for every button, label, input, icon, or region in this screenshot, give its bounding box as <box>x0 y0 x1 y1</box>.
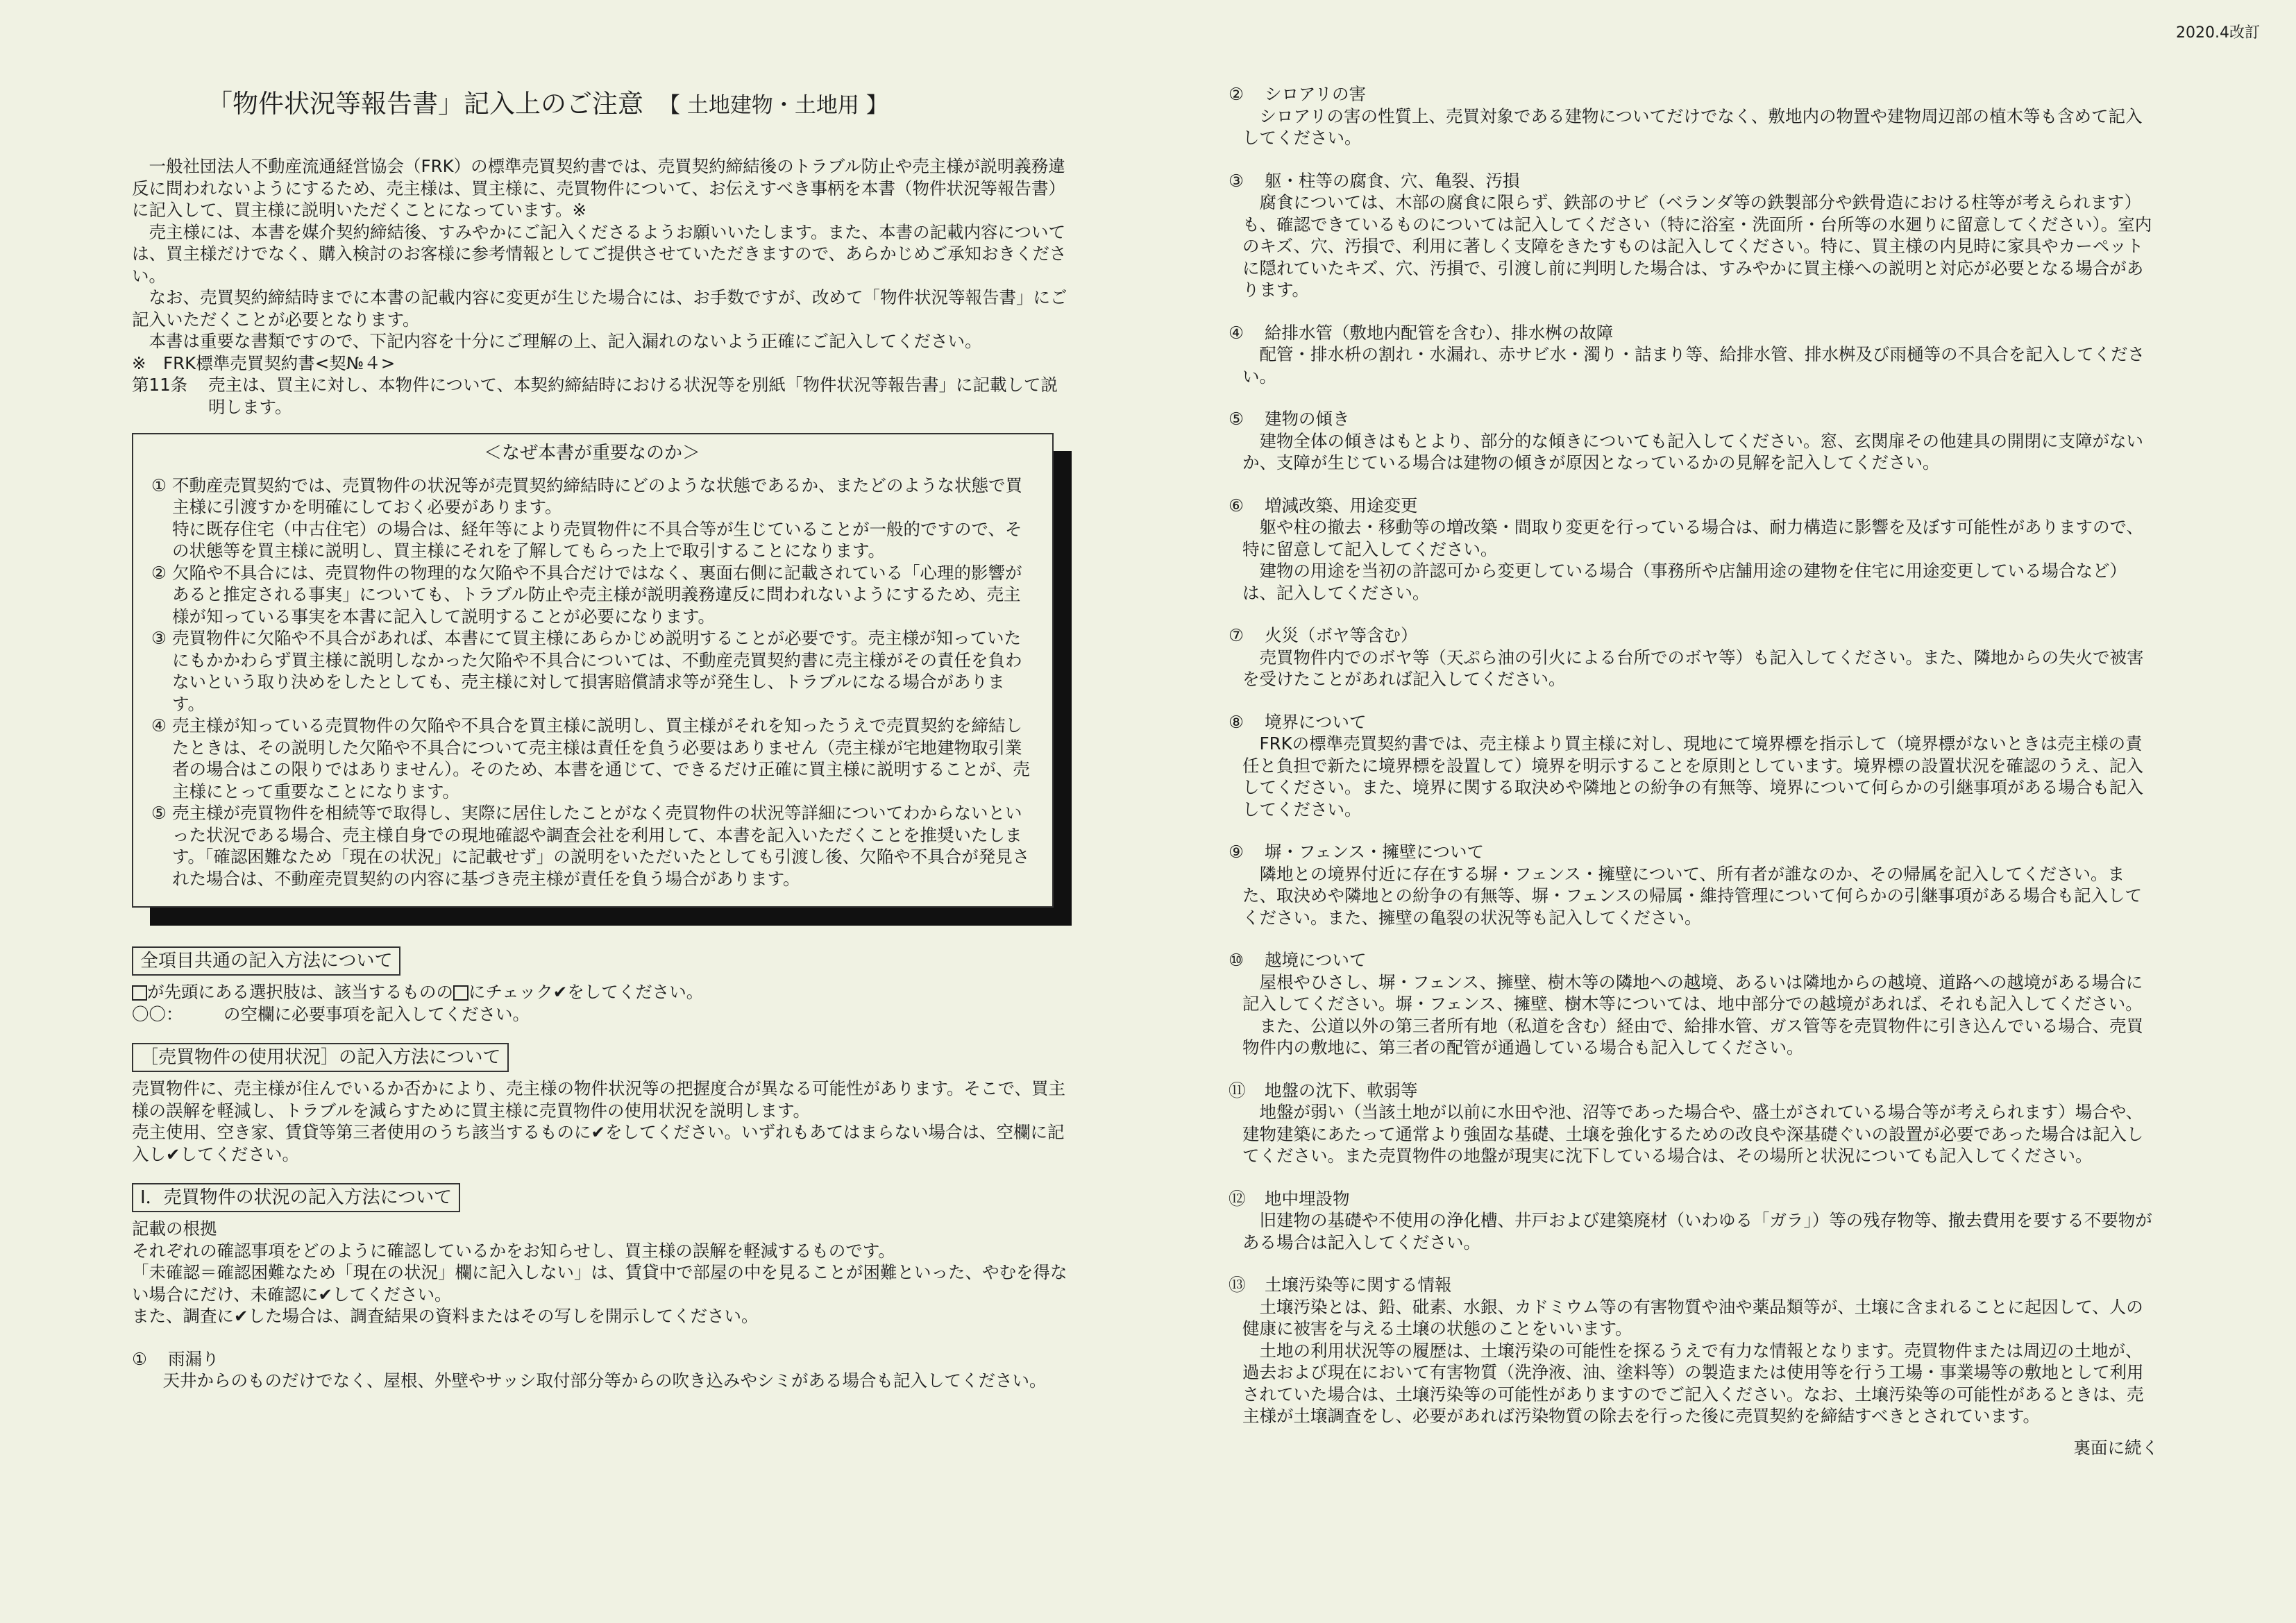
right-item <box>1229 495 2159 604</box>
item-text: 土地の利用状況等の履歴は、土壌汚染の可能性を探るうえで有力な情報となります。売買物件または周辺の土地が、過去および現在において有害物質（洗浄液、油、塗料等）の製造または使用等を行う工場・事業場等の敷地として利用されていた場合は、土壌汚染等の可能性がありますのでご記入ください。なお、土壌汚染等の可能性があるときは、売主様が土壌調査をし、必要があれば汚染物質の除去を行った後に売買契約を締結すべきとされています。 <box>1242 1340 2144 1426</box>
why-item-text: 売主様が売買物件を相続等で取得し、実際に居住したことがなく売買物件の状況等詳細についてわからないといった状況である場合、売主様自身での現地確認や調査会社を利用して、本書を記入いただくことを推奨いたします。「確認困難なため「現在の状況」に記載せず」の説明をいただいたとしても引渡し後、欠陥や不具合が発見された場合は、不動産売買契約の内容に基づき売主様が責任を負う場合があります。 <box>172 803 1030 889</box>
why-item-text: 不動産売買契約では、売買物件の状況等が売買契約締結時にどのような状態であるか、またどのような状態で買主様に引渡すかを明確にしておく必要があります。 <box>172 475 1022 517</box>
right-item <box>1229 949 2159 1059</box>
item-title: 給排水管（敷地内配管を含む）、排水桝の故障 <box>1265 322 1614 343</box>
item-text: 腐食については、木部の腐食に限らず、鉄部のサビ（ベランダ等の鉄製部分や鉄骨造における柱等が考えられます）も、確認できているものについては記入してください（特に浴室・洗面所・台所等の水廻りに留意してください）。室内のキズ、穴、汚損で、利用に著しく支障をきたすものは記入してください。特に、買主様の内見時に家具やカーペットに隠れていたキズ、穴、汚損で、引渡し前に判明した場合は、すみやかに買主様への説明と対応が必要となる場合があります。 <box>1242 192 2152 300</box>
item-title: 地盤の沈下、軟弱等 <box>1265 1080 1418 1101</box>
common-blank-instruction <box>132 1003 1069 1026</box>
why-item-number <box>151 518 172 562</box>
item-number: ⑫ <box>1229 1188 1246 1209</box>
item-text: 建物の用途を当初の許認可から変更している場合（事務所や店舗用途の建物を住宅に用途変更している場合など）は、記入してください。 <box>1242 561 2127 603</box>
why-item-text: 特に既存住宅（中古住宅）の場合は、経年等により売買物件に不具合等が生じていることが一般的ですので、その状態等を買主様に説明し、買主様にそれを了解してもらった上で取引することになります。 <box>172 518 1022 561</box>
basis-line-3: また、調査に✔した場合は、調査結果の資料またはその写しを開示してください。 <box>132 1306 759 1326</box>
item-text: 躯や柱の撤去・移動等の増改築・間取り変更を行っている場合は、耐力構造に影響を及ぼす可能性がありますので、特に留意して記入してください。 <box>1242 517 2144 559</box>
right-item <box>1229 624 2159 690</box>
intro-para-4: 本書は重要な書類ですので、下記内容を十分にご理解の上、記入漏れのないよう正確にご記入してください。 <box>149 331 982 351</box>
basis-title: 記載の根拠 <box>132 1218 217 1239</box>
article-text: 売主は、買主に対し、本物件について、本契約締結時における状況等を別紙「物件状況等報告書」に記載して説明します。 <box>208 375 1058 417</box>
item-number: ⑧ <box>1229 711 1244 732</box>
common-line1-c: をしてください。 <box>567 982 704 1002</box>
right-item <box>1229 408 2159 474</box>
right-item <box>1229 322 2159 388</box>
item-text: FRKの標準売買契約書では、売主様より買主様に対し、現地にて境界標を指示して（境界標がないときは売主様の責任と負担で新たに境界標を設置して）境界を明示することを原則としています。境界標の設置状況を確認のうえ、記入してください。また、境界に関する取決めや隣地との紛争の有無等、境界について何らかの引継事項がある場合も記入してください。 <box>1242 733 2144 819</box>
why-item-number: ① <box>151 475 167 495</box>
checkbox-icon <box>132 985 147 1001</box>
why-item <box>151 715 1033 802</box>
right-item <box>1229 170 2159 301</box>
item-number: ⑦ <box>1229 625 1244 645</box>
why-item-number: ② <box>151 562 167 583</box>
item-text: 天井からのものだけでなく、屋根、外壁やサッシ取付部分等からの吹き込みやシミがある場合も記入してください。 <box>162 1370 1047 1391</box>
why-item <box>151 475 1033 518</box>
common-line2-text: の空欄に必要事項を記入してください。 <box>223 1003 530 1024</box>
why-item-text: 欠陥や不具合には、売買物件の物理的な欠陥や不具合だけではなく、裏面右側に記載されている「心理的影響があると推定される事実」についても、トラブル防止や売主様が説明義務違反に問われないようにするため、売主様が知っている事実を本書に記入して説明することが必要になります。 <box>172 562 1022 627</box>
item-number: ④ <box>1229 322 1244 343</box>
item-text: 地盤が弱い（当該土地が以前に水田や池、沼等であった場合や、盛土がされている場合等が考えられます）場合や、建物建築にあたって通常より強固な基礎、土壌を強化するための改良や深基礎ぐいの設置が必要であった場合は記入してください。また売買物件の地盤が現実に沈下している場合は、その場所と状況についても記入してください。 <box>1242 1102 2144 1166</box>
section1-heading: Ⅰ．売買物件の状況の記入方法について <box>132 1183 460 1212</box>
checkbox-icon <box>453 985 469 1001</box>
item-title: 地中埋設物 <box>1265 1188 1350 1209</box>
why-item <box>151 562 1033 628</box>
item-number: ③ <box>1229 170 1244 191</box>
item-number: ① <box>132 1348 147 1369</box>
page-title <box>207 83 1069 126</box>
right-item-list <box>1229 83 2159 1427</box>
why-item <box>151 627 1033 715</box>
right-item <box>1229 841 2159 928</box>
item-text: また、公道以外の第三者所有地（私道を含む）経由で、給排水管、ガス管等を売買物件に引き込んでいる場合、売買物件内の敷地に、第三者の配管が通過している場合も記入してください。 <box>1242 1015 2144 1057</box>
right-item <box>1229 83 2159 149</box>
why-item-number: ④ <box>151 715 167 736</box>
item-text: 土壌汚染とは、鉛、砒素、水銀、カドミウム等の有害物質や油や薬品類等が、土壌に含まれることに起因して、人の健康に被害を与える土壌の状態のことをいいます。 <box>1242 1296 2143 1339</box>
left-column <box>132 83 1069 1392</box>
why-item-number: ③ <box>151 628 167 648</box>
continued-notice: 裏面に続く <box>2073 1437 2159 1458</box>
item-text: 配管・排水枡の割れ・水漏れ、赤サビ水・濁り・詰まり等、給排水管、排水桝及び雨樋等の不具合を記入してください。 <box>1242 344 2145 386</box>
why-item-text: 売主様が知っている売買物件の欠陥や不具合を買主様に説明し、買主様がそれを知ったうえで売買契約を締結したときは、その説明した欠陥や不具合について売主様は責任を負う必要はありません（売主様が宅地建物取引業者の場合はこの限りではありません）。そのため、本書を通じて、できるだけ正確に買主様に説明することが、売主様にとって重要なことになります。 <box>172 715 1030 801</box>
item-title: 塀・フェンス・擁壁について <box>1265 842 1485 862</box>
item-title: 増減改築、用途変更 <box>1265 495 1418 516</box>
check-mark-icon: ✔ <box>552 982 568 1002</box>
item-title: 雨漏り <box>168 1348 219 1369</box>
item-number: ② <box>1229 84 1244 104</box>
right-item <box>1229 1080 2159 1167</box>
item-title: 建物の傾き <box>1265 409 1350 429</box>
item-text: 屋根やひさし、塀・フェンス、擁壁、樹木等の隣地への越境、あるいは隣地からの越境、道路への越境がある場合に記入してください。塀・フェンス、擁壁、樹木等については、地中部分での越境があれば、それも記入してください。 <box>1242 971 2143 1014</box>
why-box-content <box>132 433 1054 908</box>
usage-section-heading: ［売買物件の使用状況］の記入方法について <box>132 1043 509 1072</box>
usage-para-1: 売買物件に、売主様が住んでいるか否かにより、売主様の物件状況等の把握度合が異なる可能性があります。そこで、買主様の誤解を軽減し、トラブルを減らすために買主様に売買物件の使用状況を説明します。 <box>132 1078 1066 1121</box>
basis-line-2: 「未確認＝確認困難なため「現在の状況」欄に記入しない」は、賃貸中で部屋の中を見ることが困難といった、やむを得ない場合にだけ、未確認に✔してください。 <box>132 1262 1067 1305</box>
why-item <box>151 802 1033 890</box>
intro-para-2: 売主様には、本書を媒介契約締結後、すみやかにご記入くださるようお願いいたします。また、本書の記載内容については、買主様だけでなく、購入検討のお客様に参考情報としてご提供させていただきますので、あらかじめご承知おきください。 <box>132 221 1067 286</box>
item-text: 旧建物の基礎や不使用の浄化槽、井戸および建築廃材（いわゆる「ガラ」）等の残存物等、撤去費用を要する不要物がある場合は記入してください。 <box>1242 1210 2152 1252</box>
item-text: 建物全体の傾きはもとより、部分的な傾きについても記入してください。窓、玄関扉その他建具の開閉に支障がないか、支障が生じている場合は建物の傾きが原因となっているかの見解を記入してください。 <box>1242 430 2144 473</box>
item-title: 越境について <box>1265 950 1367 970</box>
intro-para-3: なお、売買契約締結時までに本書の記載内容に変更が生じた場合には、お手数ですが、改めて「物件状況等報告書」にご記入いただくことが必要となります。 <box>132 287 1067 330</box>
item-title: 土壌汚染等に関する情報 <box>1265 1275 1452 1295</box>
title-kind: 【 土地建物・土地用 】 <box>659 93 888 118</box>
item-title: シロアリの害 <box>1265 84 1367 104</box>
right-item <box>1229 711 2159 821</box>
common-section-heading: 全項目共通の記入方法について <box>132 946 400 976</box>
basis-line-1: それぞれの確認事項をどのように確認しているかをお知らせし、買主様の誤解を軽減するものです。 <box>132 1240 895 1261</box>
common-checkbox-instruction <box>132 981 1069 1003</box>
common-line1-a: が先頭にある選択肢は、該当するものの <box>147 982 453 1002</box>
item-number: ⑨ <box>1229 842 1244 862</box>
common-line2-label: 〇〇： <box>132 1003 183 1024</box>
intro-para-1: 一般社団法人不動産流通経営協会（FRK）の標準売買契約書では、売買契約締結後のトラブル防止や売主様が説明義務違反に問われないようにするため、売主様は、買主様に、売買物件について、お伝えすべき事柄を本書（物件状況等報告書）に記入して、買主様に説明いただくことになっています。※ <box>132 156 1066 220</box>
item-text: 売買物件内でのボヤ等（天ぷら油の引火による台所でのボヤ等）も記入してください。また、隣地からの失火で被害を受けたことがあれば記入してください。 <box>1242 647 2144 689</box>
why-important-box <box>132 433 1054 908</box>
item-text: シロアリの害の性質上、売買対象である建物についてだけでなく、敷地内の物置や建物周辺部の植木等も含めて記入してください。 <box>1242 105 2143 148</box>
title-text: 「物件状況等報告書」記入上のご注意 <box>207 89 643 119</box>
item-number: ⑬ <box>1229 1275 1246 1295</box>
item-title: 躯・柱等の腐食、穴、亀裂、汚損 <box>1265 170 1520 191</box>
why-item-number: ⑤ <box>151 803 167 823</box>
item-title: 境界について <box>1265 711 1367 732</box>
right-item <box>1229 1274 2159 1427</box>
why-item-text: 売買物件に欠陥や不具合があれば、本書にて買主様にあらかじめ説明することが必要です。売主様が知っていたにもかかわらず買主様に説明しなかった欠陥や不具合については、不動産売買契約書に売主様がその責任を負わないという取り決めをしたとしても、売主様に対して損害賠償請求等が発生し、トラブルになる場合があります。 <box>172 628 1022 714</box>
item-rain-leak <box>132 1348 1069 1392</box>
common-line1-b: にチェック <box>469 982 553 1002</box>
item-text: 隣地との境界付近に存在する塀・フェンス・擁壁について、所有者が誰なのか、その帰属を記入してください。また、取決めや隣地との紛争の有無等、塀・フェンスの帰属・維持管理について何らかの引継事項がある場合も記入してください。また、擁壁の亀裂の状況等も記入してください。 <box>1242 863 2143 928</box>
item-title: 火災（ボヤ等含む） <box>1265 625 1418 645</box>
why-box-heading: ＜なぜ本書が重要なのか＞ <box>483 443 700 464</box>
item-number: ⑥ <box>1229 495 1244 516</box>
right-item <box>1229 1188 2159 1254</box>
item-number: ⑩ <box>1229 950 1244 970</box>
article-label: 第11条 <box>132 375 188 395</box>
article-11 <box>132 374 1069 418</box>
why-item <box>151 518 1033 562</box>
right-column <box>1229 83 2159 1459</box>
usage-para-2: 売主使用、空き家、賃貸等第三者使用のうち該当するものに✔をしてください。いずれもあてはまらない場合は、空欄に記入し✔してください。 <box>132 1122 1065 1164</box>
item-number: ⑪ <box>1229 1080 1246 1101</box>
note-reference: ※ FRK標準売買契約書<契№４> <box>132 352 396 373</box>
item-number: ⑤ <box>1229 409 1244 429</box>
revision-date: 2020.4改訂 <box>2176 24 2260 42</box>
